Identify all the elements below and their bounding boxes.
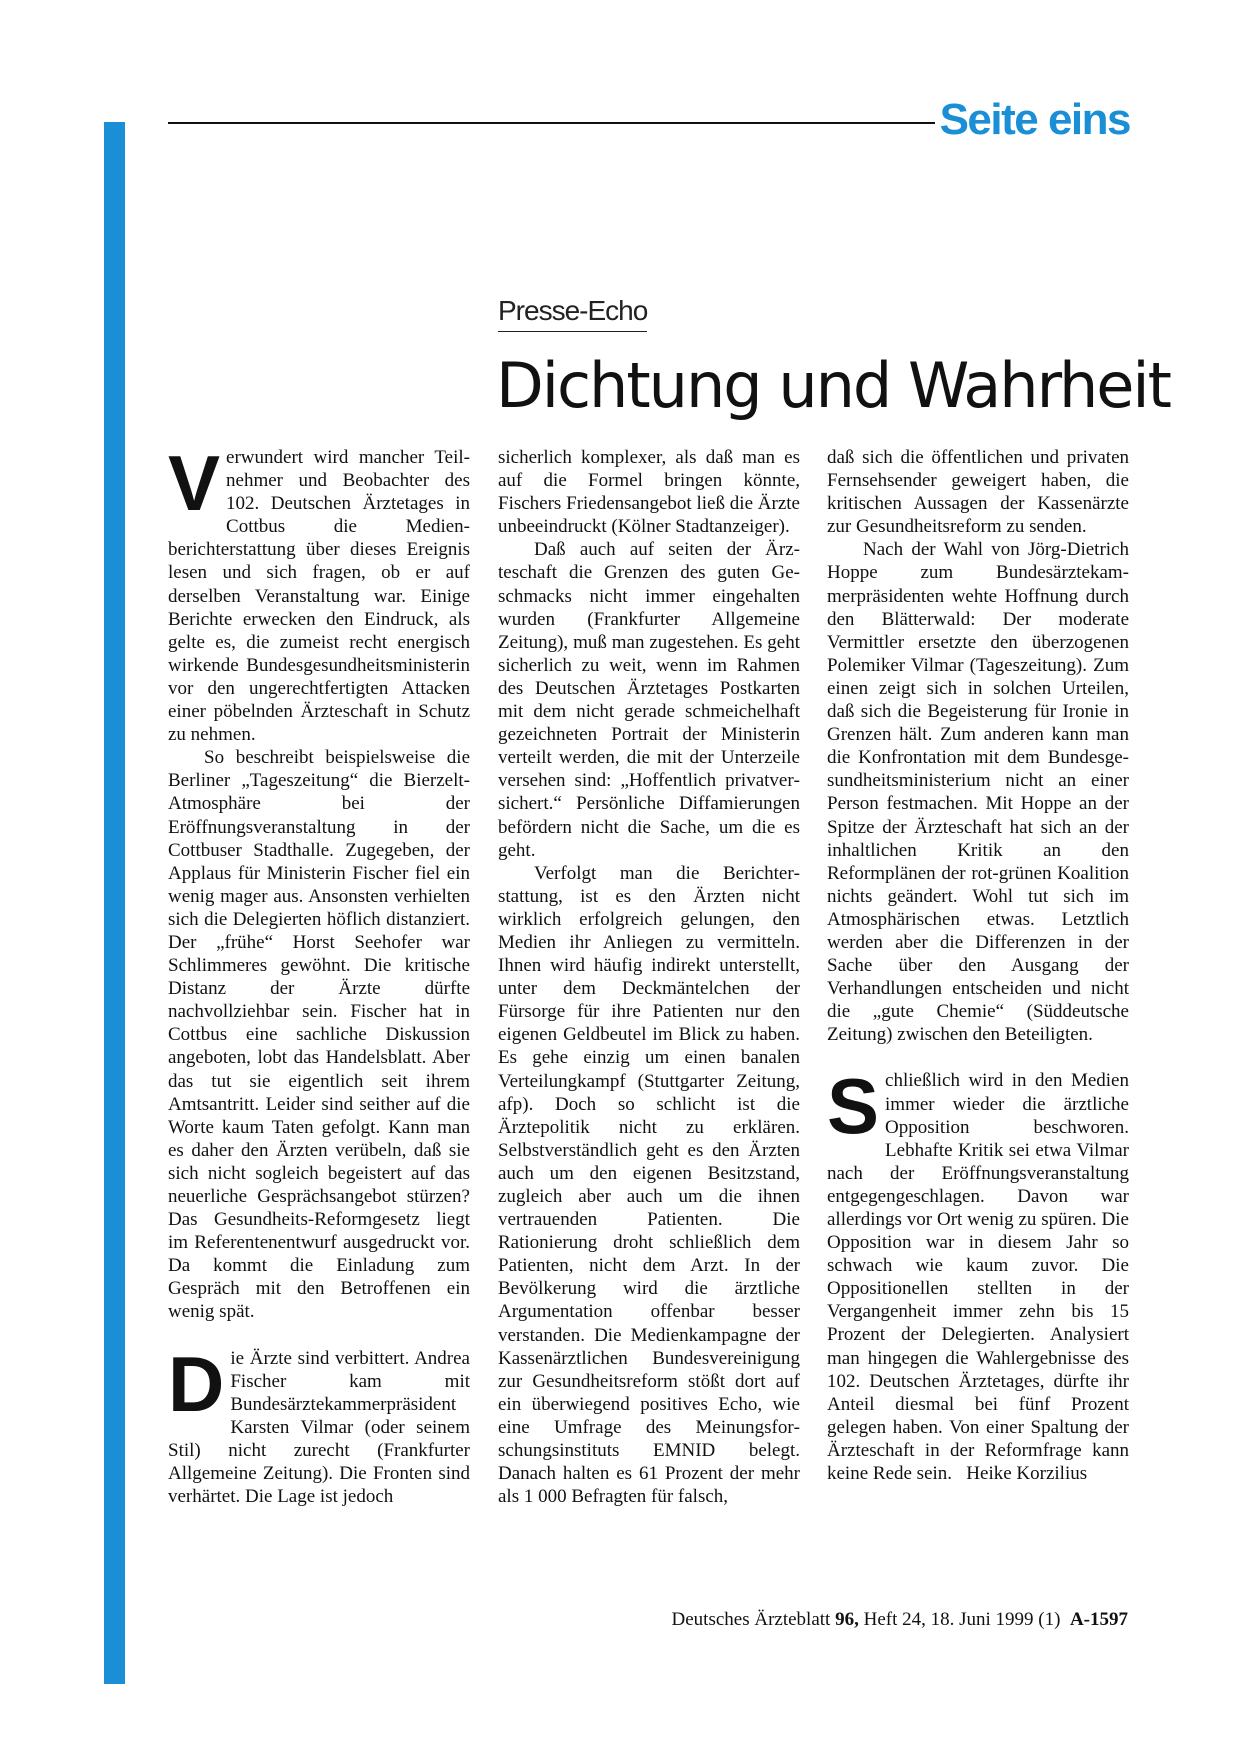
article-headline: Dichtung und Wahrheit	[496, 349, 1170, 422]
journal-volume: 96,	[835, 1609, 859, 1630]
paragraph-text: ie Ärzte sind verbittert. Andrea Fischer kam mit Bundesärztekammerpräsident Karsten Vilmar (oder seinem Stil) nicht zurecht (Frankfurter Allgemeine Zeitung). Die Fronten sind verhärtet. Die Lage ist jedoch	[168, 1347, 470, 1508]
article-kicker: Presse-Echo	[498, 294, 647, 332]
article-column-2	[498, 446, 800, 1508]
article-paragraph	[168, 1339, 470, 1509]
paragraph-text: erwundert wird mancher Teilnehmer und Beobachter des 102. Deutschen Ärztetages in Cottbus die Medienberichterstattung über dieses Ereignis lesen und sich fragen, ob er auf derselben Veranstaltung war. Einige Berichte erwecken den Eindruck, als gelte es, die zumeist recht energisch wirkende Bundesgesundheitsministerin vor den ungerechtfertigten Attacken einer pöbelnden Ärzteschaft in Schutz zu nehmen.	[168, 447, 470, 746]
article-column-1	[168, 439, 470, 1508]
section-title: Seite eins	[939, 95, 1130, 144]
page-footer	[168, 1608, 1128, 1632]
drop-cap: D	[168, 1339, 225, 1428]
journal-issue: Heft 24, 18. Juni 1999 (1)	[863, 1609, 1061, 1630]
article-paragraph: Nach der Wahl von Jörg-Dietrich Hoppe zum Bundesärztekammerpräsidenten wehte Hoffnung durch den Blätterwald: Der moderate Vermittler ersetzte den überzogenen Polemiker Vilmar (Tageszeitung). Zum einen zeigt sich in solchen Urteilen, daß sich die Begeisterung für Ironie in Grenzen hält. Zum anderen kann man die Konfrontation mit dem Bundesgesundheitsministerium nicht an einer Person festmachen. Mit Hoppe an der Spitze der Ärzteschaft hat sich an der inhaltlichen Kritik an den Reformplänen der rot-grünen Koalition nichts geändert. Wohl tut sich im Atmosphärischen etwas. Letztlich werden aber die Differenzen in der Sache über den Ausgang der Verhandlungen entscheiden und nicht die „gute Chemie“ (Süddeutsche Zeitung) zwischen den Beteiligten.	[827, 539, 1129, 1046]
page-number: A-1597	[1069, 1609, 1128, 1630]
journal-name: Deutsches Ärzteblatt	[671, 1609, 831, 1630]
sidebar-accent-bar	[104, 122, 125, 1684]
article-author: Heike Korzilius	[966, 1463, 1088, 1485]
article-paragraph: So beschreibt beispielsweise die Berliner „Tageszeitung“ die Bierzelt-Atmosphäre bei der Eröffnungsveranstaltung in der Cottbuser Stadthalle. Zugegeben, der Applaus für Ministerin Fischer fiel ein wenig mager aus. Ansonsten verhielten sich die Delegierten höflich distanziert. Der „frühe“ Horst Seehofer war Schlimmeres gewöhnt. Die kritische Distanz der Ärzte dürfte nachvollziehbar sein. Fischer hat in Cottbus eine sachliche Diskussion angeboten, lobt das Handelsblatt. Aber das tut sie eigentlich seit ihrem Amtsantritt. Leider sind seither auf die Worte kaum Taten gefolgt. Kann man es daher den Ärzten verübeln, daß sie sich nicht sogleich begeistert auf das neuerliche Gesprächsangebot stürzen? Das Gesundheits-Reformgesetz liegt im Referentenentwurf ausgedruckt vor. Da kommt die Einladung zum Gespräch mit den Betroffenen ein wenig spät.	[168, 747, 470, 1323]
article-column-3	[827, 446, 1129, 1485]
paragraph-text: chließlich wird in den Medien immer wieder die ärztliche Opposition beschworen. Lebhafte Kritik sei etwa Vilmar nach der Eröffnungsveranstaltung entgegengeschlagen. Davon war allerdings vor Ort wenig zu spüren. Die Opposition war in diesem Jahr so schwach wie kaum zuvor. Die Oppositionellen stellten in der Vergangenheit immer zehn bis 15 Prozent der Delegierten. Analysiert man hingegen die Wahlergebnisse des 102. Deutschen Ärztetages, dürfte ihr Anteil diesmal bei fünf Prozent gelegen haben. Von einer Spaltung der Ärzteschaft in der Reformfrage kann keine Rede sein.	[827, 1070, 1129, 1485]
header-rule	[168, 122, 935, 124]
article-paragraph: daß sich die öffentlichen und privaten Fernsehsender geweigert haben, die kritischen Aussagen der Kassenärzte zur Gesundheitsreform zu senden.	[827, 447, 1129, 538]
article-paragraph	[168, 439, 470, 746]
drop-cap: V	[168, 439, 221, 527]
drop-cap: S	[827, 1062, 880, 1151]
article-paragraph	[827, 1062, 1129, 1485]
article-paragraph: sicherlich komplexer, als daß man es auf die Formel bringen könnte, Fischers Friedensangebot ließ die Ärzte unbeeindruckt (Kölner Stadtanzeiger).	[498, 447, 800, 538]
article-paragraph: Verfolgt man die Berichterstattung, ist es den Ärzten nicht wirklich erfolgreich gelungen, den Medien ihr Anliegen zu vermitteln. Ihnen wird häufig indirekt unterstellt, unter dem Deckmäntelchen der Fürsorge für ihre Patienten nur den eigenen Geldbeutel im Blick zu haben. Es gehe einzig um einen banalen Verteilungkampf (Stuttgarter Zeitung, afp). Doch so schlicht ist die Ärztepolitik nicht zu erklären. Selbstverständlich geht es den Ärzten auch um den eigenen Besitzstand, zugleich aber auch um die ihnen vertrauenden Patienten. Die Rationierung droht schließlich dem Patienten, nicht dem Arzt. In der Bevölkerung wird die ärztliche Argumentation offenbar besser verstanden. Die Medienkampagne der Kassenärztlichen Bundesvereinigung zur Gesundheitsreform stößt dort auf ein überwiegend positives Echo, wie eine Umfrage des Meinungsforschungsinstituts EMNID belegt. Danach halten es 61 Prozent der mehr als 1 000 Befragten für falsch,	[498, 862, 800, 1508]
article-paragraph: Daß auch auf seiten der Ärzteschaft die Grenzen des guten Geschmacks nicht immer eingehalten wurden (Frankfurter Allgemeine Zeitung), muß man zugestehen. Es geht sicherlich zu weit, wenn im Rahmen des Deutschen Ärztetages Postkarten mit dem nicht gerade schmeichelhaft gezeichneten Portrait der Ministerin verteilt werden, die mit der Unterzeile versehen sind: „Hoffentlich privatversichert.“ Persönliche Diffamierungen befördern nicht die Sache, um die es geht.	[498, 539, 800, 861]
